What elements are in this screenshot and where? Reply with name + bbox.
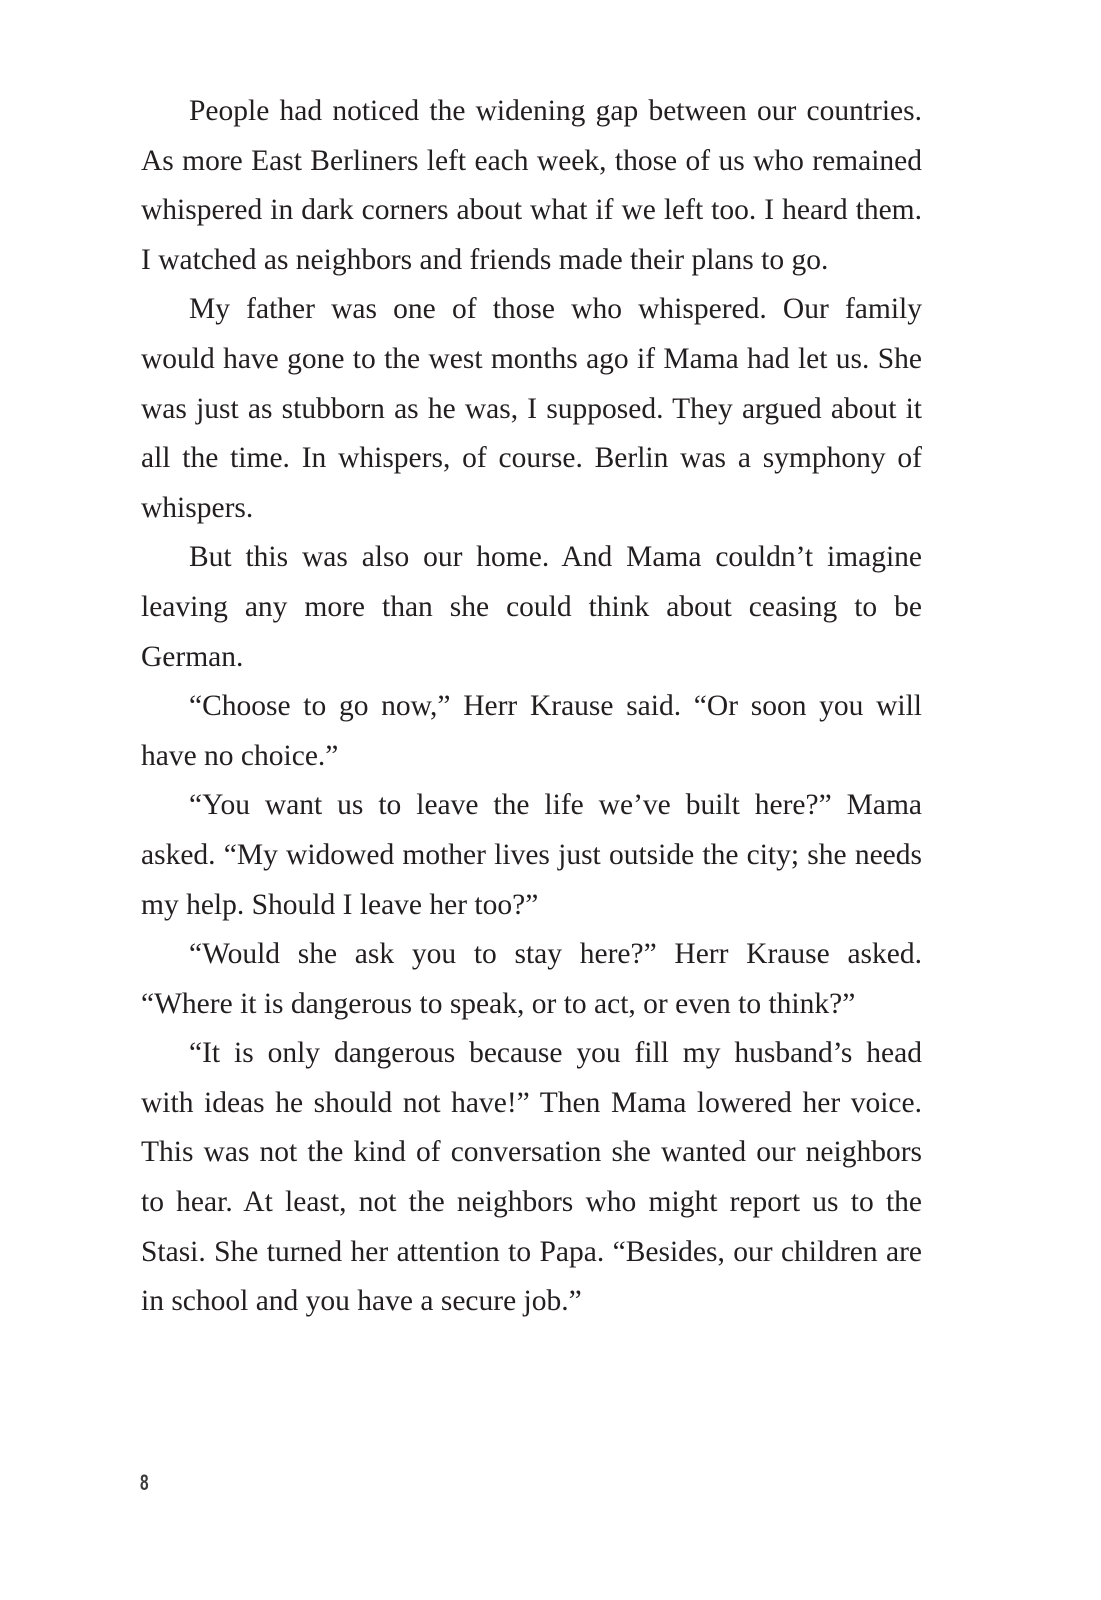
paragraph-2: My father was one of those who whispered. Our family would have gone to the west months ago if Mama had let us. She was just as stubborn as he was, I supposed. They argued about it all the time. In whispers, of course. Berlin was a symphony of whispers. [141, 293, 922, 524]
paragraph-7: “It is only dangerous because you fill my husband’s head with ideas he should not have!” Then Mama lowered her voice. This was not the kind of conversation she wanted our neighbors to hear. At least, not the neighbors who might report us to the Stasi. She turned her attention to Papa. “Besides, our children are in school and you have a secure job.” [141, 1037, 922, 1318]
paragraph-3: But this was also our home. And Mama couldn’t imagine leaving any more than she could think about ceasing to be German. [141, 541, 922, 673]
paragraph-5: “You want us to leave the life we’ve built here?” Mama asked. “My widowed mother lives just outside the city; she needs my help. Should I leave her too?” [141, 789, 922, 921]
page-number: 8 [140, 1470, 149, 1495]
paragraph-4: “Choose to go now,” Herr Krause said. “Or soon you will have no choice.” [141, 690, 922, 772]
paragraph-6: “Would she ask you to stay here?” Herr Krause asked. “Where it is dangerous to speak, or to act, or even to think?” [141, 938, 922, 1020]
book-page-body [141, 87, 922, 1327]
paragraph-1: People had noticed the widening gap between our countries. As more East Berliners left each week, those of us who remained whispered in dark corners about what if we left too. I heard them. I watched as neighbors and friends made their plans to go. [141, 95, 922, 276]
